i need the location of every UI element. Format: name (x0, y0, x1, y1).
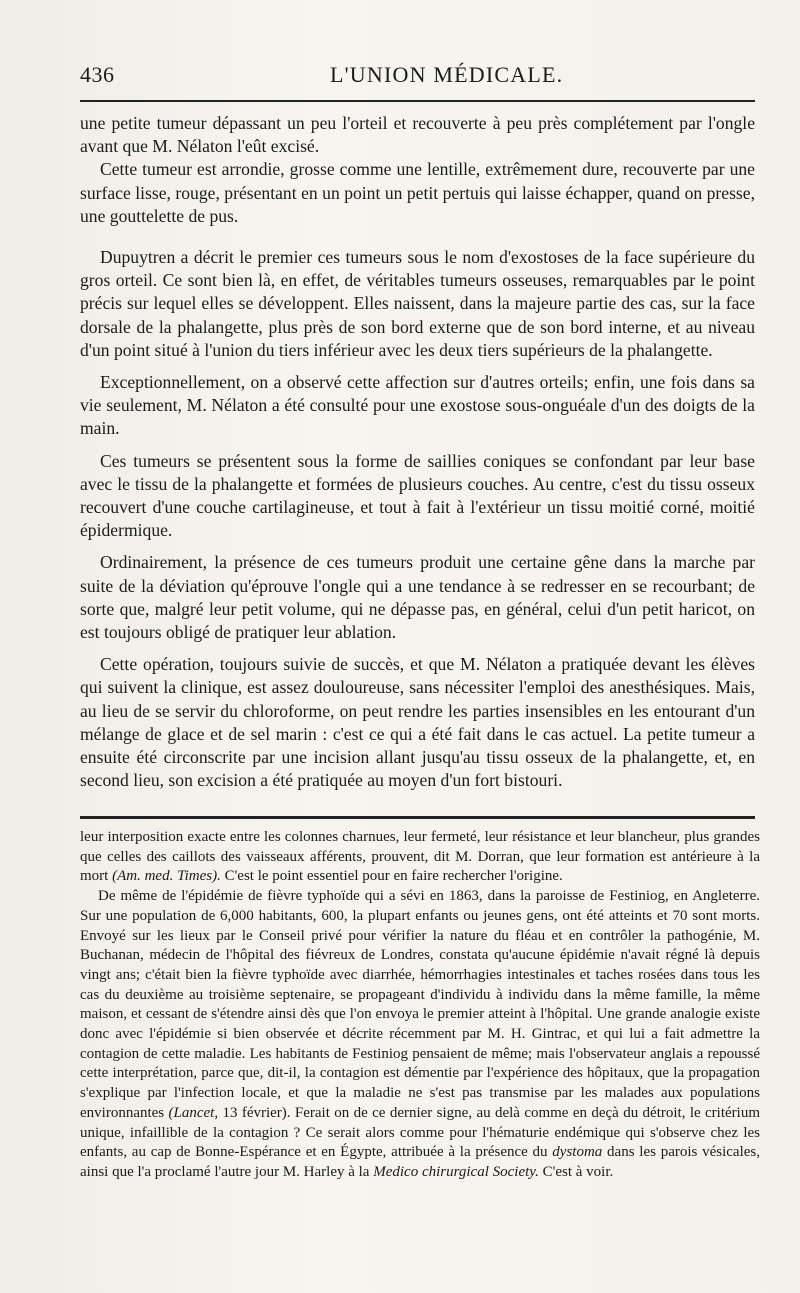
running-head: L'UNION MÉDICALE. (330, 62, 564, 87)
citation: dystoma (552, 1144, 603, 1161)
paragraph: Ces tumeurs se présentent sous la forme de saillies coniques se confondant par leur base avec le tissu de la phalangette et formées de plusieurs couches. Au centre, c'est du tissu osseux recouvert d'une couche cartilagineuse, et tout à fait à l'extérieur un tissu moitié corné, moitié épidermique. (80, 450, 755, 541)
footnote-text: C'est le point essentiel pour en faire rechercher l'origine. (220, 868, 563, 885)
footnote-text: 13 février). Ferait on de ce dernier signe, au delà comme en deçà du détroit, le critérium unique, infaillible de la contagion ? Ce serait alors comme pour l'hématurie endémique qui s'observe chez les enfants, au cap de Bonne-Espérance et en Égypte, attribuée à la présence du (80, 1104, 760, 1161)
paragraph: Cette tumeur est arrondie, grosse comme une lentille, extrêmement dure, recouverte par une surface lisse, rouge, présentant en un point un petit pertuis qui laisse échapper, quand on presse, une gouttelette de pus. (80, 159, 755, 226)
paragraph: Ordinairement, la présence de ces tumeurs produit une certaine gêne dans la marche par suite de la déviation qu'éprouve l'ongle qui a une tendance à se redresser en se recourbant; de sorte que, malgré leur petit volume, qui ne dépasse pas, en général, celui d'un petit haricot, on est toujours obligé de pratiquer leur ablation. (80, 552, 755, 643)
paragraph: une petite tumeur dépassant un peu l'orteil et recouverte à peu près complétement par l'ongle avant que M. Nélaton l'eût excisé. (80, 113, 755, 157)
citation: Medico chirurgical Society. (373, 1163, 539, 1180)
citation: (Lancet, (168, 1104, 219, 1121)
footnote-text: dans les parois vésicales, ainsi que l'a proclamé l'autre jour M. Harley à la (80, 1144, 760, 1180)
footnotes (80, 828, 760, 1183)
paragraph: Exceptionnellement, on a observé cette affection sur d'autres orteils; enfin, une fois dans sa vie seulement, M. Nélaton a été consulté pour une exostose sous-onguéale d'un des doigts de la main. (80, 372, 755, 439)
footnote-rule (80, 816, 755, 819)
footnote-paragraph (80, 887, 760, 1183)
page-header (80, 60, 755, 90)
footnote-paragraph (80, 828, 760, 887)
citation: (Am. med. Times). (112, 868, 221, 885)
footnote-text: leur interposition exacte entre les colonnes charnues, leur fermeté, leur résistance et leur blancheur, plus grandes que celles des caillots des vaisseaux afférents, prouvent, dit M. Dorran, que leur formation est antérieure à la mort (80, 829, 760, 885)
paragraph: Dupuytren a décrit le premier ces tumeurs sous le nom d'exostoses de la face supérieure du gros orteil. Ce sont bien là, en effet, de véritables tumeurs osseuses, remarquables par le point précis sur lequel elles se développent. Elles naissent, dans la majeure partie des cas, sur la face dorsale de la phalangette, plus près de son bord externe que de son bord interne, et au niveau d'un point situé à l'union du tiers inférieur avec les deux tiers supérieurs de la phalangette. (80, 247, 755, 360)
main-text (80, 112, 755, 792)
header-rule (80, 100, 755, 102)
footnote-text: De même de l'épidémie de fièvre typhoïde qui a sévi en 1863, dans la paroisse de Festiniog, en Angleterre. Sur une population de 6,000 habitants, 600, la plupart enfants ou jeunes gens, ont été atteints et 70 sont morts. Envoyé sur les lieux par le Conseil privé pour vérifier la nature du fléau et en contrôler la pathogénie, M. Buchanan, médecin de l'hôpital des fiévreux de Londres, constata qu'aucune épidémie n'avait régné là depuis vingt ans; c'était bien la fièvre typhoïde avec diarrhée, hémorrhagies intestinales et taches rosées dans tous les cas du deuxième au troisième septenaire, se propageant d'individu à individu dans la même famille, la même maison, et cessant de s'étendre ainsi dès que l'on envoya le premier atteint à l'hôpital. Une grande analogie existe donc avec l'épidémie si bien observée et décrite récemment par M. H. Gintrac, et qui lui a fait admettre la contagion de cette maladie. Les habitants de Festiniog pensaient de même; mais l'observateur anglais a repoussé cette interprétation, parce que, dit-il, la contagion est démentie par l'expérience des hôpitaux, que la propagation s'explique par l'infection locale, et que la maladie ne s'est pas transmise par les malades aux populations environnantes (80, 888, 760, 1121)
paragraph: Cette opération, toujours suivie de succès, et que M. Nélaton a pratiquée devant les élèves qui suivent la clinique, est assez douloureuse, sans nécessiter l'emploi des anesthésiques. Mais, au lieu de se servir du chloroforme, on peut rendre les parties insensibles en les entourant d'un mélange de glace et de sel marin : c'est ce qui a été fait dans le cas actuel. La petite tumeur a ensuite été circonscrite par une incision allant jusqu'au tissu osseux de la phalangette, et, en second lieu, son excision a été pratiquée au moyen d'un fort bistouri. (80, 654, 755, 791)
page-number: 436 (80, 62, 115, 87)
footnote-text: C'est à voir. (538, 1163, 614, 1180)
